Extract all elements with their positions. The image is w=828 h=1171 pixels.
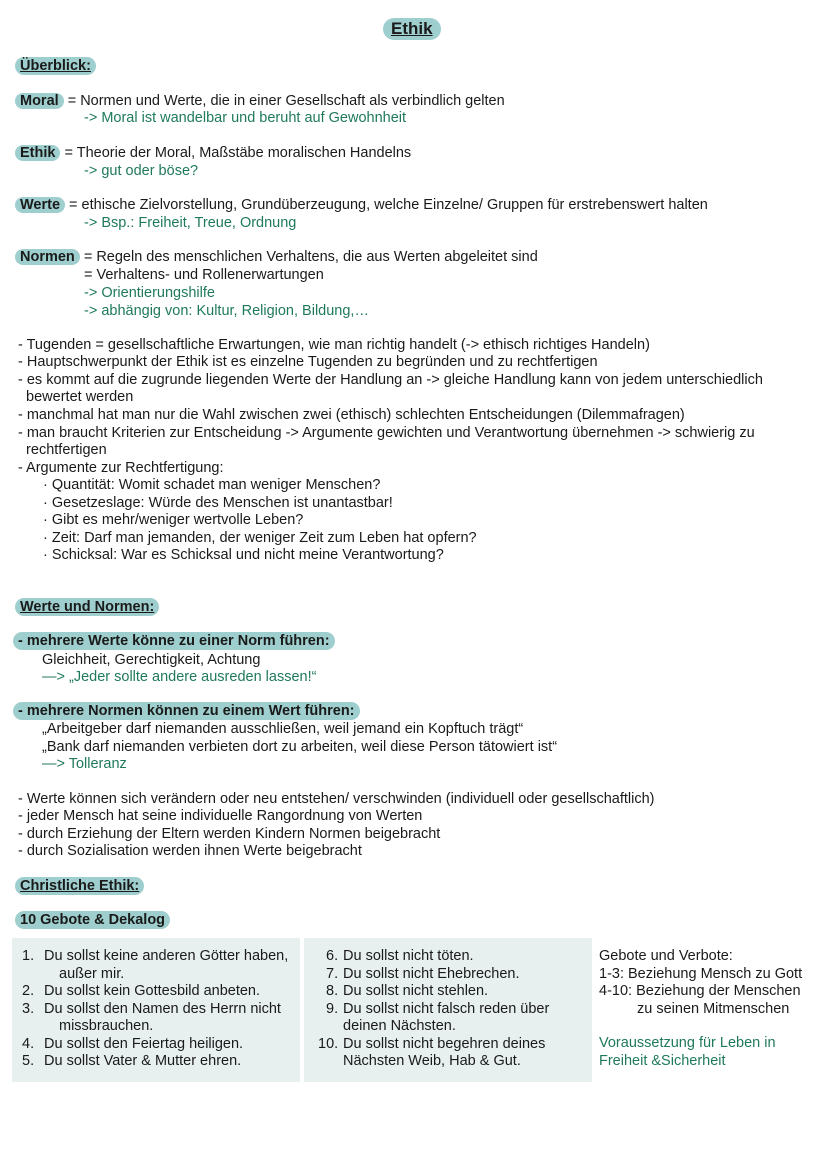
item-text: Du sollst kein Gottesbild anbeten. — [44, 983, 261, 999]
item-text: Du sollst nicht begehren deines — [343, 1035, 546, 1052]
commandment-item — [318, 983, 549, 1001]
bullet-line: - Tugenden = gesellschaftliche Erwartungen, wie man richtig handelt (-> ethisch richtiges Handeln) — [18, 337, 650, 353]
summary-line: zu seinen Mitmenschen — [637, 1000, 790, 1017]
commandment-item — [318, 948, 549, 966]
definition-text: = ethische Zielvorstellung, Grundüberzeugung, welche Einzelne/ Gruppen für erstrebenswert halten — [65, 197, 708, 213]
norm-example: „Bank darf niemanden verbieten dort zu arbeiten, weil diese Person tätowiert ist“ — [42, 739, 558, 755]
commandments-list-2 — [318, 948, 549, 1071]
item-text: Nächsten Weib, Hab & Gut. — [343, 1053, 521, 1069]
definition-ethik — [15, 144, 411, 162]
bullet-line: rechtfertigen — [18, 442, 107, 458]
definition-note: -> abhängig von: Kultur, Religion, Bildung,… — [84, 303, 369, 319]
definition-text: = Regeln des menschlichen Verhaltens, die aus Werten abgeleitet sind — [79, 249, 538, 265]
commandment-item — [22, 1036, 288, 1054]
summary-line: 4-10: Beziehung der Menschen — [599, 983, 801, 999]
argument-item: · Schicksal: War es Schicksal und nicht meine Verantwortung? — [43, 547, 444, 563]
commandment-item — [22, 948, 288, 983]
item-text: Du sollst den Namen des Herrn nicht — [44, 1000, 281, 1017]
definition-note: -> Orientierungshilfe — [84, 285, 215, 301]
item-text: Du sollst nicht stehlen. — [343, 983, 489, 999]
item-text: außer mir. — [59, 965, 125, 982]
definition-note: -> gut oder böse? — [84, 163, 199, 179]
bullet-line: - durch Sozialisation werden ihnen Werte beigebracht — [18, 843, 362, 859]
definition-werte — [15, 196, 708, 214]
summary-note: Freiheit &Sicherheit — [599, 1052, 726, 1069]
subheading-values-to-norm: - mehrere Werte könne zu einer Norm führen: — [13, 632, 335, 650]
bullet-line: - man braucht Kriterien zur Entscheidung -> Argumente gewichten und Verantwortung übernehmen -> schwierig zu — [18, 425, 755, 441]
term-moral: Moral — [15, 93, 64, 109]
item-text: Du sollst Vater & Mutter ehren. — [44, 1053, 242, 1069]
commandment-item — [22, 1053, 288, 1071]
commandments-list-1 — [22, 948, 288, 1071]
page-title: Ethik — [383, 18, 441, 40]
summary-line: Gebote und Verbote: — [599, 948, 733, 964]
bullet-line: - jeder Mensch hat seine individuelle Rangordnung von Werten — [18, 808, 423, 824]
item-number: 1. — [22, 948, 35, 964]
definition-note: -> Moral ist wandelbar und beruht auf Gewohnheit — [84, 110, 407, 126]
definition-normen — [15, 248, 538, 266]
item-text: Du sollst keine anderen Götter haben, — [44, 948, 289, 964]
item-number: 6. — [326, 948, 339, 964]
commandments-summary — [599, 948, 802, 1070]
summary-line: 1-3: Beziehung Mensch zu Gott — [599, 965, 803, 982]
summary-note: Voraussetzung für Leben in — [599, 1035, 776, 1051]
item-text: Du sollst den Feiertag heiligen. — [44, 1035, 244, 1052]
definition-text: = Theorie der Moral, Maßstäbe moralischen Handelns — [60, 145, 412, 161]
item-number: 4. — [22, 1035, 35, 1052]
item-text: Du sollst nicht Ehebrechen. — [343, 965, 520, 982]
definition-text: = Normen und Werte, die in einer Gesellschaft als verbindlich gelten — [63, 93, 505, 109]
argument-item: · Zeit: Darf man jemanden, der weniger Zeit zum Leben hat opfern? — [43, 530, 477, 546]
commandment-item — [318, 1036, 549, 1071]
item-number: 8. — [326, 983, 339, 999]
argument-item: · Gesetzeslage: Würde des Menschen ist unantastbar! — [43, 495, 393, 511]
bullet-line: - Argumente zur Rechtfertigung: — [18, 460, 224, 476]
argument-item: · Quantität: Womit schadet man weniger Menschen? — [43, 477, 381, 493]
bullet-line: - Hauptschwerpunkt der Ethik ist es einzelne Tugenden zu begründen und zu rechtfertigen — [18, 354, 598, 370]
term-werte: Werte — [15, 197, 65, 213]
commandment-item — [22, 1001, 288, 1036]
item-number: 5. — [22, 1053, 35, 1069]
item-text: deinen Nächsten. — [343, 1018, 456, 1034]
norm-result: —> „Jeder sollte andere ausreden lassen!“ — [42, 669, 317, 685]
item-text: missbrauchen. — [59, 1018, 154, 1034]
item-number: 7. — [326, 965, 339, 982]
section-heading-overview: Überblick: — [15, 57, 96, 75]
item-number: 3. — [22, 1000, 35, 1017]
section-heading-christian: Christliche Ethik: — [15, 877, 144, 895]
definition-moral — [15, 92, 505, 110]
item-text: Du sollst nicht falsch reden über — [343, 1000, 550, 1017]
commandment-item — [318, 1001, 549, 1036]
bullet-line: - Werte können sich verändern oder neu entstehen/ verschwinden (individuell oder gesellschaftlich) — [18, 791, 655, 807]
values-list: Gleichheit, Gerechtigkeit, Achtung — [42, 652, 261, 668]
item-number: 9. — [326, 1000, 339, 1017]
argument-item: · Gibt es mehr/weniger wertvolle Leben? — [43, 512, 304, 528]
commandment-item — [22, 983, 288, 1001]
bullet-line: - durch Erziehung der Eltern werden Kindern Normen beigebracht — [18, 826, 441, 842]
value-result: —> Tolleranz — [42, 756, 127, 772]
norm-example: „Arbeitgeber darf niemanden ausschließen, weil jemand ein Kopftuch trägt“ — [42, 721, 524, 737]
commandment-item — [318, 966, 549, 984]
section-heading-values-norms: Werte und Normen: — [15, 598, 159, 616]
item-number: 10. — [318, 1035, 339, 1052]
item-number: 2. — [22, 983, 35, 999]
term-normen: Normen — [15, 249, 80, 265]
subheading-commandments: 10 Gebote & Dekalog — [15, 911, 170, 929]
term-ethik: Ethik — [15, 145, 60, 161]
bullet-line: bewertet werden — [18, 389, 134, 405]
definition-note: -> Bsp.: Freiheit, Treue, Ordnung — [84, 215, 297, 231]
item-text: Du sollst nicht töten. — [343, 948, 474, 964]
definition-extra: = Verhaltens- und Rollenerwartungen — [84, 267, 324, 283]
bullet-line: - manchmal hat man nur die Wahl zwischen zwei (ethisch) schlechten Entscheidungen (Dilemmafragen) — [18, 407, 685, 423]
subheading-norms-to-value: - mehrere Normen können zu einem Wert führen: — [13, 702, 360, 720]
bullet-line: - es kommt auf die zugrunde liegenden Werte der Handlung an -> gleiche Handlung kann von jedem unterschiedlich — [18, 372, 763, 388]
